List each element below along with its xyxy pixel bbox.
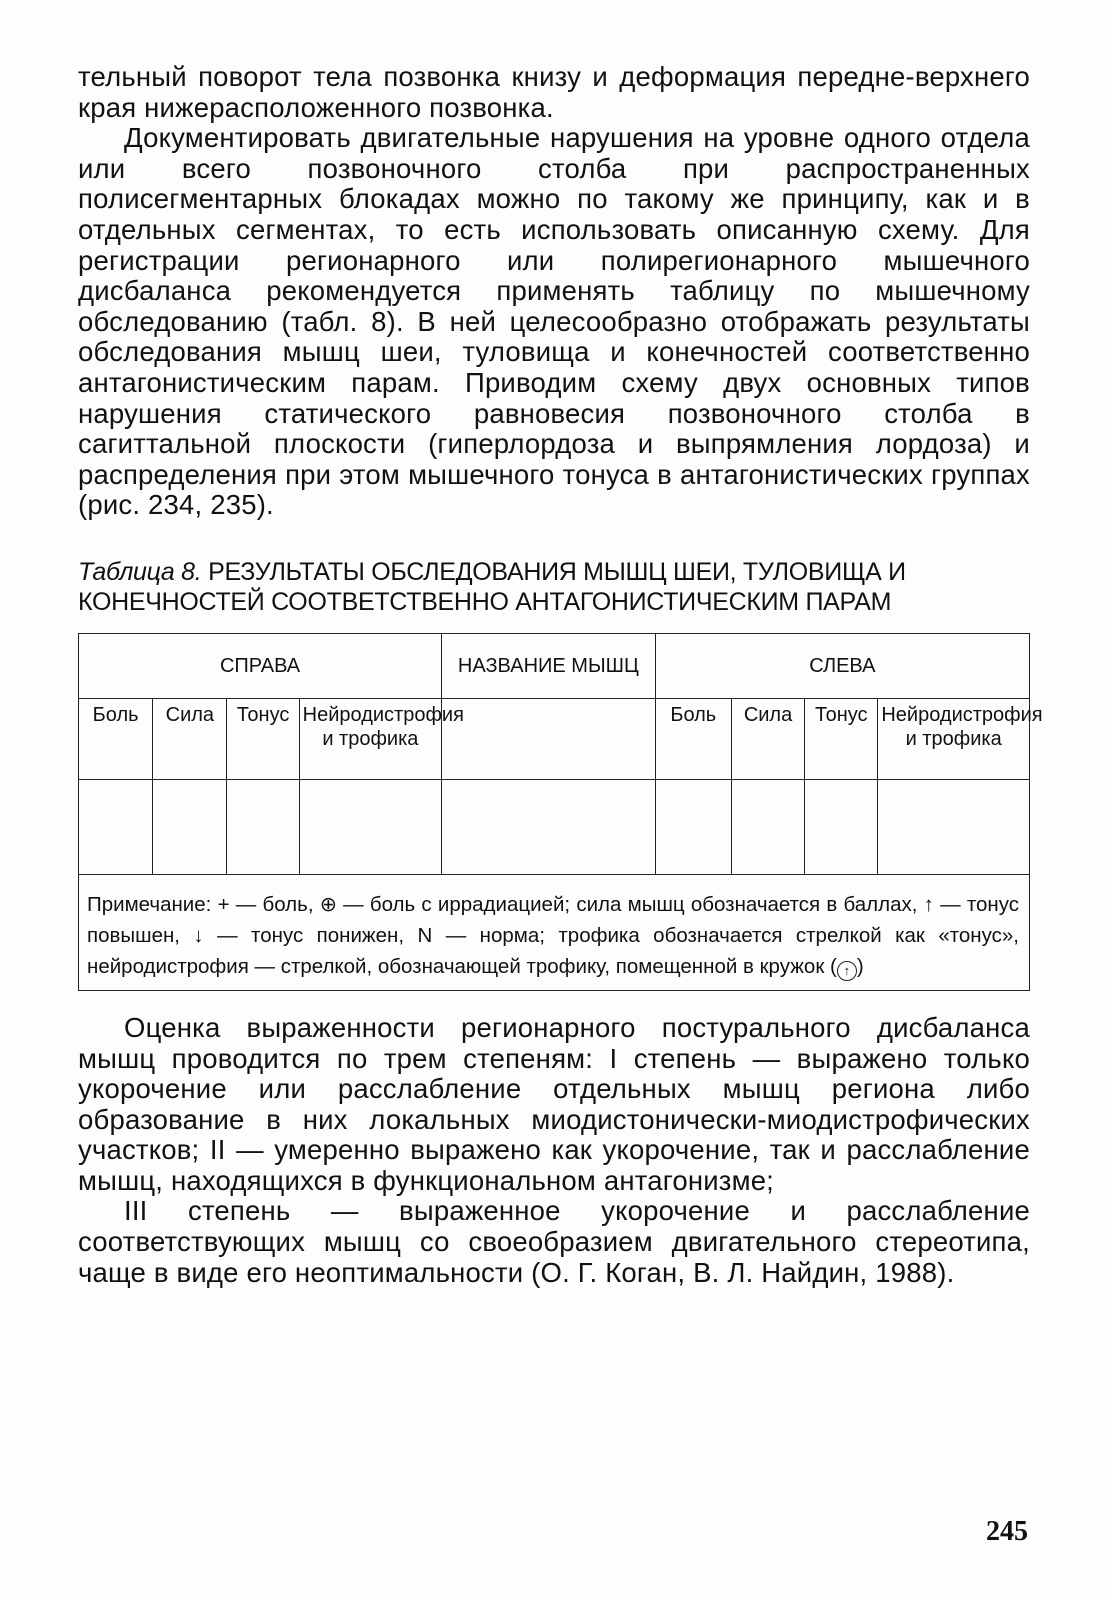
muscle-exam-table [78,633,1043,991]
table-note-text: Примечание: + — боль, ⊕ — боль с иррадиацией; сила мышц обозначается в баллах, ↑ — тонус повышен, ↓ — тонус понижен, N — норма; трофика обозначается стрелкой как «тонус», нейродистрофия — стрелкой, обозначающей трофику, помещенной в кружок ( [87,892,1019,978]
paragraph-documentation: Документировать двигательные нарушения на уровне одного отдела или всего позвоночного столба при распространенных полисегментарных блокадах можно по такому же принципу, как и в отдельных сегментах, то есть использовать описанную схему. Для регистрации регионарного или полирегионарного мышечного дисбаланса рекомендуется применять таблицу по мышечному обследованию (табл. 8). В ней целесообразно отображать результаты обследования мышц шеи, туловища и конечностей соответственно антагонистическим парам. Приводим схему двух основных типов нарушения статического равновесия позвоночного столба в сагиттальной плоскости (гиперлордоза и выпрямления лордоза) и распределения при этом мышечного тонуса в антагонистических группах (рис. 234, 235). [78,122,1030,521]
table-note [79,874,1030,990]
table-caption-text: РЕЗУЛЬТАТЫ ОБСЛЕДОВАНИЯ МЫШЦ ШЕИ, ТУЛОВИЩА И КОНЕЧНОСТЕЙ СООТВЕТСТВЕННО АНТАГОНИСТИЧЕСКИМ ПАРАМ [78,557,906,616]
col-left-tone: Тонус [805,698,878,779]
cell-empty [878,779,1030,874]
cell-empty [79,779,153,874]
col-left-pain: Боль [655,698,731,779]
col-right-pain: Боль [79,698,153,779]
cell-empty [805,779,878,874]
header-right: СПРАВА [79,633,442,698]
paragraph-continuation: тельный поворот тела позвонка книзу и деформация передне-верхнего края нижерасположенного позвонка. [78,61,1030,123]
cell-empty [655,779,731,874]
cell-empty [299,779,441,874]
header-muscle-name: НАЗВАНИЕ МЫШЦ [442,633,656,698]
table-note-end: ) [856,954,864,978]
paragraph-assessment: Оценка выраженности регионарного постурального дисбаланса мышц проводится по трем степеням: I степень — выражено только укорочение или расслабление отдельных мышц региона либо образование в них локальных миодистонически-миодистрофических участков; II — умеренно выражено как укорочение, так и расслабление мышц, находящихся в функциональном антагонизме; [78,1011,1030,1196]
circled-arrow-icon: ↑ [837,961,857,981]
table-row [79,779,1030,874]
cell-empty [731,779,804,874]
page-body [78,61,1043,1288]
col-left-strength: Сила [731,698,804,779]
page-number: 245 [986,1516,1028,1547]
col-right-neurodystrophy: Нейродистрофия и трофика [299,698,441,779]
col-muscle-blank [442,698,656,779]
cell-empty [442,779,656,874]
cell-empty [153,779,227,874]
header-left: СЛЕВА [655,633,1029,698]
cell-empty [227,779,299,874]
col-right-tone: Тонус [227,698,299,779]
col-left-neurodystrophy: Нейродистрофия и трофика [878,698,1030,779]
table-caption [78,557,1030,617]
paragraph-degree-three: III степень — выраженное укорочение и расслабление соответствующих мышц со своеобразием двигательного стереотипа, чаще в виде его неоптимальности (О. Г. Коган, В. Л. Найдин, 1988). [78,1195,1030,1288]
col-right-strength: Сила [153,698,227,779]
table-caption-label: Таблица 8. [78,557,202,586]
